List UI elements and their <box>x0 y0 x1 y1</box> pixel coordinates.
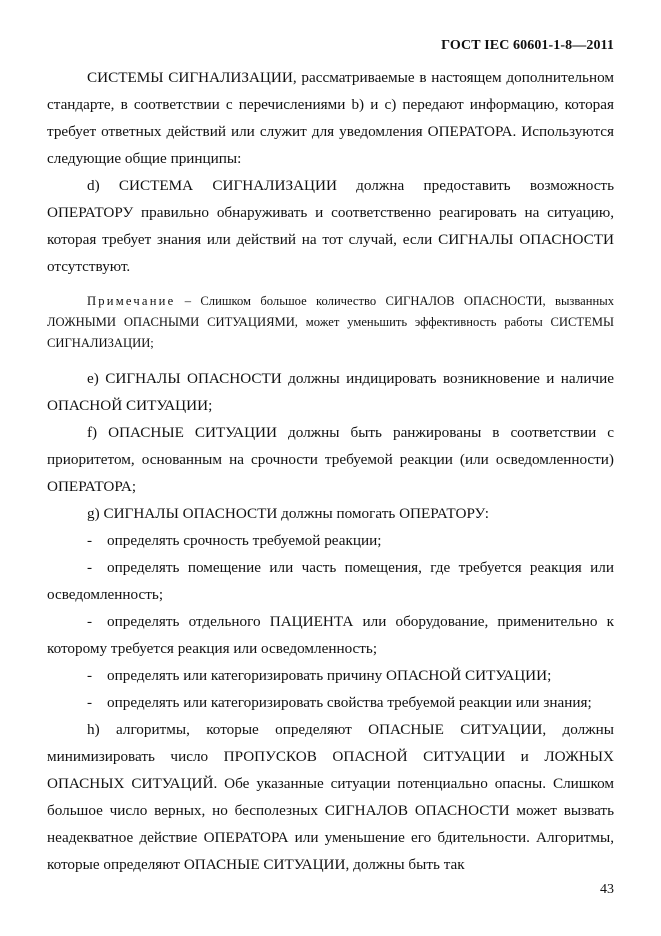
paragraph-h: h) алгоритмы, которые определяют ОПАСНЫЕ СИТУАЦИИ, должны минимизировать число ПРОПУСКОВ ОПАСНОЙ СИТУАЦИИ и ЛОЖНЫХ ОПАСНЫХ СИТУАЦИЙ. Обе указанные ситуации потенциально опасны. Слишком большое число верных, но бесполезных СИГНАЛОВ ОПАСНОСТИ может вызвать неадекватное действие ОПЕРАТОРА или уменьшение его бдительности. Алгоритмы, которые определяют ОПАСНЫЕ СИТУАЦИИ, должны быть так <box>47 721 614 873</box>
list-item-text: определять срочность требуемой реакции; <box>107 532 382 549</box>
list-item-text: определять или категоризировать свойства требуемой реакции или знания; <box>107 694 592 711</box>
paragraph-e: e) СИГНАЛЫ ОПАСНОСТИ должны индицировать возникновение и наличие ОПАСНОЙ СИТУАЦИИ; <box>47 370 614 414</box>
document-code-header: ГОСТ IEC 60601-1-8—2011 <box>441 38 614 53</box>
list-dash: - <box>87 613 93 630</box>
paragraph-f: f) ОПАСНЫЕ СИТУАЦИИ должны быть ранжированы в соответствии с приоритетом, основанным на срочности требуемой реакции (или осведомленности) ОПЕРАТОРА; <box>47 424 614 495</box>
list-item <box>47 662 614 689</box>
note-text: – Слишком большое количество СИГНАЛОВ ОПАСНОСТИ, вызванных ЛОЖНЫМИ ОПАСНЫМИ СИТУАЦИЯМИ, может уменьшить эффективность работы СИСТЕМЫ СИГНАЛИЗАЦИИ; <box>47 294 614 350</box>
paragraph-intro: СИСТЕМЫ СИГНАЛИЗАЦИИ, рассматриваемые в настоящем дополнительном стандарте, в соответствии с перечислениями b) и c) передают информацию, которая требует ответных действий или служит для уведомления ОПЕРАТОРА. Используются следующие общие принципы: <box>47 69 614 167</box>
page-number: 43 <box>600 882 614 897</box>
list-dash: - <box>87 559 93 576</box>
list-item-text: определять помещение или часть помещения, где требуется реакция или осведомленность; <box>47 559 614 603</box>
document-body <box>47 64 614 878</box>
paragraph-g: g) СИГНАЛЫ ОПАСНОСТИ должны помогать ОПЕРАТОРУ: <box>87 505 489 522</box>
paragraph-d: d) СИСТЕМА СИГНАЛИЗАЦИИ должна предоставить возможность ОПЕРАТОРУ правильно обнаруживать и соответственно реагировать на ситуацию, которая требует знания или действий на тот случай, если СИГНАЛЫ ОПАСНОСТИ отсутствуют. <box>47 177 614 275</box>
list-item-text: определять или категоризировать причину ОПАСНОЙ СИТУАЦИИ; <box>107 667 552 684</box>
list-item <box>47 554 614 608</box>
list-item <box>47 689 614 716</box>
list-item <box>47 608 614 662</box>
list-item-text: определять отдельного ПАЦИЕНТА или оборудование, применительно к которому требуется реакция или осведомленность; <box>47 613 614 657</box>
list-dash: - <box>87 694 93 711</box>
list-dash: - <box>87 667 93 684</box>
list-item <box>47 527 614 554</box>
list-dash: - <box>87 532 93 549</box>
note-label: Примечание <box>87 294 176 308</box>
note <box>47 291 614 354</box>
